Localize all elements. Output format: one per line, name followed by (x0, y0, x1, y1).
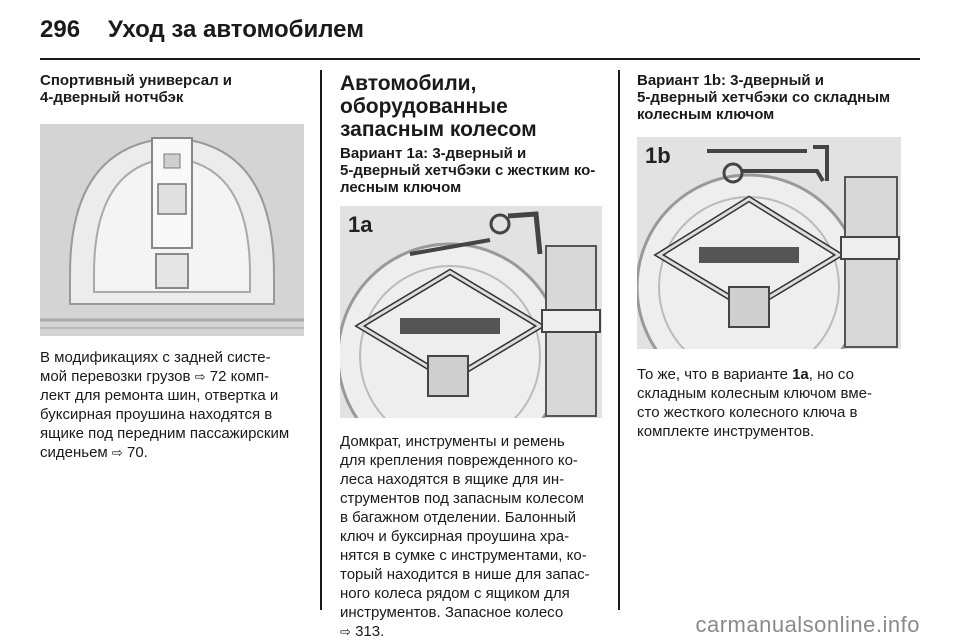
page-header (40, 16, 364, 50)
page-number: 296 (40, 16, 81, 43)
ref-arrow-icon: ⇨ (194, 369, 206, 384)
column-1 (40, 72, 306, 462)
column-2 (340, 72, 604, 641)
figure-label: 1a (348, 212, 373, 237)
page-title: Уход за автомобилем (108, 16, 364, 43)
figure-1b (637, 137, 903, 349)
body-text: То же, что в варианте 1a, но со складным колесным ключом вме- сто жесткого колесного ключа в комплекте инструментов. (637, 366, 872, 440)
ref-arrow-icon: ⇨ (111, 445, 123, 460)
column-divider (618, 70, 620, 610)
jack-tools-illustration (340, 206, 602, 418)
body-text: Домкрат, инструменты и ремень для крепления поврежденного ко- леса находятся в ящике для ин- струментов под запасным колесом в багажном отделении. Балонный ключ и буксирная проушина хра- нятся в сумке с инструментами, ко- торый находится в нише для запас- ного колеса рядом с ящиком для инструментов. Запасное колесо ⇨ 313. (340, 433, 590, 640)
column-3 (637, 72, 903, 441)
section-heading: Вариант 1a: 3-дверный и 5-дверный хетчбэки с жестким ко- лесным ключом (340, 145, 596, 196)
trunk-floor-illustration (40, 124, 304, 336)
ref-arrow-icon: ⇨ (340, 624, 351, 639)
figure-trunk-floor (40, 124, 306, 336)
section-title: Автомобили, оборудованные запасным колесом (340, 72, 537, 141)
section-heading: Спортивный универсал и 4-дверный нотчбэк (40, 72, 233, 106)
body-text: В модификациях с задней систе- мой перевозки грузов ⇨ 72 комп- лект для ремонта шин, отвертка и буксирная проушина находятся в ящике под передним пассажирским сиденьем ⇨ 70. (40, 349, 290, 461)
jack-folding-wrench-illustration (637, 137, 901, 349)
column-divider (320, 70, 322, 610)
watermark: carmanualsonline.info (695, 612, 920, 637)
section-heading: Вариант 1b: 3-дверный и 5-дверный хетчбэки со складным колесным ключом (637, 72, 891, 123)
figure-1a (340, 206, 604, 418)
figure-label: 1b (645, 143, 671, 168)
header-rule (40, 58, 920, 60)
